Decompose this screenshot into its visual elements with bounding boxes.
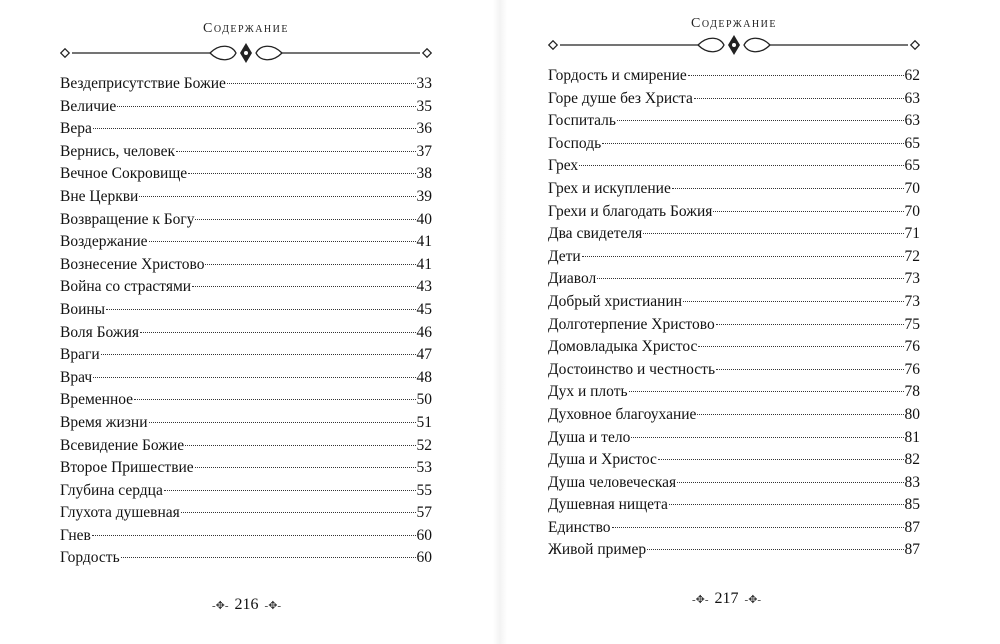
toc-entry-page: 57 [416, 504, 432, 522]
toc-entry-page: 62 [904, 67, 920, 84]
toc-entry-title: Гнев [60, 526, 91, 544]
toc-leader [629, 391, 904, 392]
toc-entry-title: Грех и искупление [548, 179, 671, 197]
toc-entry [60, 322, 432, 345]
toc-leader [139, 196, 415, 197]
toc-entry [548, 359, 920, 382]
toc-entry-title: Война со страстями [60, 278, 192, 296]
toc-entry [60, 435, 432, 458]
toc-entry-title: Воздержание [60, 233, 148, 251]
toc-entry-page: 60 [416, 549, 432, 567]
toc-entry [60, 480, 432, 503]
toc-leader [631, 437, 903, 438]
toc-entry [548, 404, 920, 427]
toc-leader [716, 369, 903, 370]
toc-entry-page: 52 [416, 436, 432, 454]
toc-entry-title: Глухота душевная [60, 504, 180, 522]
left-page-header: Содержание [203, 21, 289, 36]
toc-entry-page: 87 [904, 518, 920, 536]
toc-entry [60, 96, 432, 119]
toc-leader [677, 482, 903, 483]
toc-leader [579, 165, 903, 166]
toc-entry-page: 65 [904, 134, 920, 152]
toc-entry-title: Вознесение Христово [60, 255, 205, 273]
toc-entry-title: Достоинство и честность [548, 360, 716, 378]
toc-entry-page: 41 [416, 255, 432, 273]
right-folio-value: 217 [714, 590, 739, 607]
left-toc-list [60, 73, 432, 570]
toc-entry [60, 231, 432, 254]
toc-leader [612, 527, 904, 528]
toc-entry [548, 65, 920, 88]
toc-entry [548, 494, 920, 517]
toc-leader [195, 467, 416, 468]
toc-entry-title: Душа и тело [548, 428, 631, 446]
toc-leader [713, 211, 903, 212]
toc-leader [92, 535, 416, 536]
left-page-number [212, 596, 281, 614]
toc-entry [548, 336, 920, 359]
toc-entry-title: Воля Божия [60, 323, 140, 341]
toc-leader [195, 219, 415, 220]
toc-leader [669, 504, 904, 505]
toc-leader [93, 128, 416, 129]
toc-leader [121, 557, 416, 558]
toc-entry-page: 47 [416, 346, 432, 364]
toc-entry-page: 70 [904, 179, 920, 197]
toc-entry [548, 88, 920, 111]
toc-entry-title: Всевидение Божие [60, 436, 185, 454]
toc-leader [716, 324, 904, 325]
toc-entry-title: Душа и Христос [548, 451, 657, 469]
toc-entry-title: Два свидетеля [548, 225, 643, 243]
toc-entry-page: 83 [904, 473, 920, 491]
toc-entry-page: 63 [904, 112, 920, 130]
toc-entry [60, 276, 432, 299]
toc-entry [60, 389, 432, 412]
toc-entry-title: Врач [60, 368, 93, 386]
toc-entry [60, 525, 432, 548]
toc-entry [548, 223, 920, 246]
toc-entry [548, 381, 920, 404]
toc-leader [582, 256, 904, 257]
toc-entry [548, 427, 920, 450]
toc-entry [548, 449, 920, 472]
toc-entry-page: 63 [904, 89, 920, 107]
toc-leader [188, 173, 415, 174]
toc-entry-page: 76 [904, 338, 920, 356]
toc-entry-title: Дети [548, 247, 581, 265]
toc-leader [192, 286, 415, 287]
toc-leader [185, 445, 415, 446]
toc-entry-title: Единство [548, 518, 611, 536]
folio-ornament-icon: -✥- [264, 599, 282, 612]
toc-entry-page: 76 [904, 360, 920, 378]
toc-entry-page: 45 [416, 300, 432, 318]
toc-entry-title: Живой пример [548, 541, 647, 559]
toc-entry [60, 186, 432, 209]
toc-leader [597, 278, 903, 279]
toc-entry-title: Вернись, человек [60, 142, 176, 160]
toc-entry-page: 73 [904, 292, 920, 310]
toc-entry [548, 268, 920, 291]
toc-entry-page: 81 [904, 428, 920, 446]
toc-entry [548, 201, 920, 224]
toc-entry-page: 53 [416, 459, 432, 477]
toc-entry-title: Временное [60, 391, 134, 409]
toc-leader [697, 414, 903, 415]
toc-entry [548, 539, 920, 562]
toc-entry [548, 291, 920, 314]
right-header-ornament [548, 33, 920, 57]
toc-entry-title: Духовное благоухание [548, 405, 697, 423]
right-page [505, 0, 1000, 644]
toc-entry-page: 41 [416, 233, 432, 251]
toc-entry-page: 55 [416, 481, 432, 499]
left-header-ornament [60, 41, 432, 65]
toc-leader [149, 241, 416, 242]
toc-entry-title: Грехи и благодать Божия [548, 202, 713, 220]
toc-leader [617, 120, 904, 121]
toc-entry-title: Величие [60, 97, 117, 115]
toc-leader [227, 83, 416, 84]
toc-leader [694, 98, 904, 99]
folio-ornament-icon: -✥- [212, 599, 229, 612]
toc-leader [149, 422, 416, 423]
toc-leader [658, 459, 904, 460]
toc-entry-title: Гордость и смирение [548, 67, 687, 84]
toc-entry-page: 85 [904, 496, 920, 514]
toc-entry-page: 35 [416, 97, 432, 115]
toc-entry-title: Вечное Сокровище [60, 165, 188, 183]
toc-entry-page: 82 [904, 451, 920, 469]
toc-leader [134, 399, 415, 400]
toc-entry-title: Господь [548, 134, 602, 152]
toc-entry-page: 36 [416, 120, 432, 138]
toc-entry [548, 314, 920, 337]
toc-entry-title: Второе Пришествие [60, 459, 194, 477]
toc-entry [60, 547, 432, 570]
toc-entry [548, 178, 920, 201]
toc-entry-title: Время жизни [60, 413, 148, 431]
toc-entry [548, 246, 920, 269]
toc-entry-page: 43 [416, 278, 432, 296]
toc-leader [93, 377, 415, 378]
toc-entry-page: 48 [416, 368, 432, 386]
toc-entry [60, 209, 432, 232]
toc-leader [602, 143, 903, 144]
right-page-header: Содержание [691, 16, 777, 31]
toc-entry-title: Госпиталь [548, 112, 616, 130]
toc-entry [60, 299, 432, 322]
toc-entry-page: 33 [416, 75, 432, 92]
toc-entry [548, 472, 920, 495]
toc-entry-title: Долготерпение Христово [548, 315, 715, 333]
right-page-number [692, 590, 761, 608]
toc-leader [688, 75, 904, 76]
toc-entry [60, 502, 432, 525]
toc-leader [698, 346, 903, 347]
toc-entry-page: 38 [416, 165, 432, 183]
toc-entry-page: 60 [416, 526, 432, 544]
toc-leader [683, 301, 903, 302]
toc-entry-page: 75 [904, 315, 920, 333]
toc-entry [60, 141, 432, 164]
toc-leader [164, 490, 416, 491]
left-page [0, 0, 490, 644]
toc-entry-title: Диавол [548, 270, 597, 288]
toc-entry-page: 70 [904, 202, 920, 220]
toc-leader [101, 354, 416, 355]
toc-entry [60, 344, 432, 367]
toc-entry-title: Вездеприсутствие Божие [60, 75, 226, 92]
toc-entry [60, 73, 432, 96]
toc-entry-title: Гордость [60, 549, 120, 567]
toc-entry-page: 87 [904, 541, 920, 559]
toc-entry [60, 163, 432, 186]
toc-entry-title: Глубина сердца [60, 481, 163, 499]
toc-entry-title: Вера [60, 120, 92, 138]
toc-entry-title: Домовладыка Христос [548, 338, 698, 356]
toc-entry-page: 78 [904, 383, 920, 401]
toc-entry-page: 65 [904, 157, 920, 175]
toc-entry [60, 412, 432, 435]
toc-entry-title: Вне Церкви [60, 187, 139, 205]
toc-entry-title: Воины [60, 300, 106, 318]
toc-entry-page: 39 [416, 187, 432, 205]
toc-leader [643, 233, 903, 234]
toc-leader [181, 512, 416, 513]
toc-entry [548, 517, 920, 540]
toc-entry-page: 50 [416, 391, 432, 409]
toc-entry-page: 73 [904, 270, 920, 288]
toc-entry-title: Горе душе без Христа [548, 89, 693, 107]
toc-entry-page: 72 [904, 247, 920, 265]
toc-entry-page: 80 [904, 405, 920, 423]
folio-ornament-icon: -✥- [744, 593, 762, 606]
toc-entry-page: 51 [416, 413, 432, 431]
toc-entry-title: Душевная нищета [548, 496, 668, 514]
toc-entry [548, 110, 920, 133]
toc-leader [117, 106, 415, 107]
toc-entry-title: Добрый христианин [548, 292, 683, 310]
folio-ornament-icon: -✥- [692, 593, 709, 606]
toc-entry [60, 457, 432, 480]
right-toc-list [548, 65, 920, 562]
toc-entry [548, 155, 920, 178]
toc-entry-title: Душа человеческая [548, 473, 677, 491]
toc-entry [548, 133, 920, 156]
toc-entry [60, 367, 432, 390]
toc-entry-page: 71 [904, 225, 920, 243]
toc-entry-page: 46 [416, 323, 432, 341]
toc-entry-page: 40 [416, 210, 432, 228]
toc-entry [60, 254, 432, 277]
toc-entry-title: Дух и плоть [548, 383, 628, 401]
toc-entry [60, 118, 432, 141]
toc-leader [176, 151, 415, 152]
toc-entry-title: Грех [548, 157, 579, 175]
toc-entry-title: Возвращение к Богу [60, 210, 195, 228]
toc-leader [672, 188, 904, 189]
toc-leader [106, 309, 415, 310]
toc-leader [205, 264, 415, 265]
toc-leader [647, 549, 903, 550]
left-folio-value: 216 [234, 596, 259, 613]
toc-entry-title: Враги [60, 346, 100, 364]
toc-leader [140, 332, 415, 333]
toc-entry-page: 37 [416, 142, 432, 160]
